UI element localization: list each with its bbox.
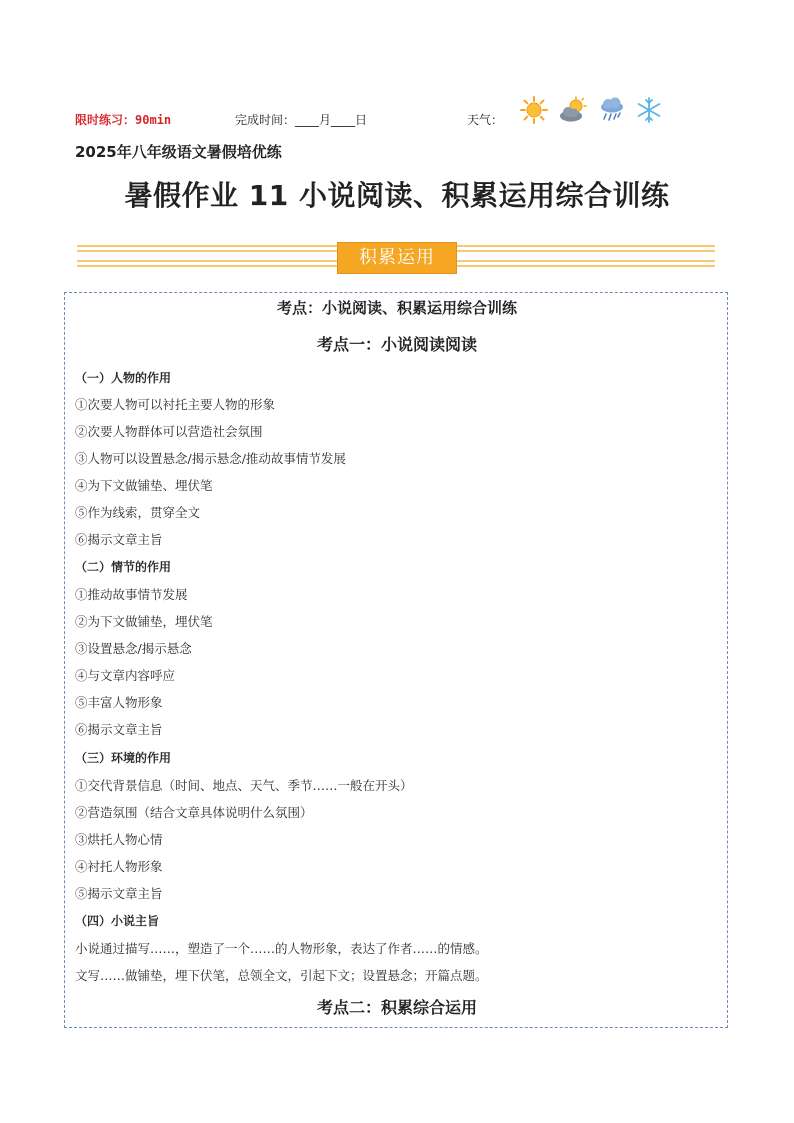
- list-item: ②为下文做铺垫，埋伏笔: [75, 614, 213, 629]
- main-heading: 考点：小说阅读、积累运用综合训练: [276, 299, 517, 317]
- list-item: ⑤揭示文章主旨: [75, 886, 163, 901]
- banner-label: 积累运用: [337, 242, 457, 274]
- group-title: （四）小说主旨: [75, 914, 160, 928]
- list-item: ①次要人物可以衬托主要人物的形象: [75, 397, 276, 412]
- list-item: ⑤作为线索，贯穿全文: [75, 505, 201, 520]
- section1-heading: 考点一：小说阅读阅读: [316, 335, 477, 354]
- page-subtitle: 2025年八年级语文暑假培优练: [75, 143, 282, 161]
- list-item: ⑥揭示文章主旨: [75, 532, 163, 547]
- time-limit-value: 90min: [135, 113, 172, 127]
- list-item: ①推动故事情节发展: [75, 587, 188, 602]
- list-item: ④与文章内容呼应: [75, 668, 176, 683]
- group-title: （一）人物的作用: [75, 371, 172, 385]
- list-item: ⑥揭示文章主旨: [75, 722, 163, 737]
- partly-cloudy-icon: [558, 96, 588, 124]
- section-banner: [77, 240, 715, 272]
- time-limit-label: 限时练习：: [75, 113, 136, 127]
- list-item: ②次要人物群体可以营造社会氛围: [75, 424, 263, 439]
- snowflake-icon: [636, 96, 662, 124]
- finish-time-field: 完成时间：____月____日: [235, 113, 368, 127]
- sun-icon: [520, 96, 548, 124]
- list-item: ③人物可以设置悬念/揭示悬念/推动故事情节发展: [75, 451, 346, 466]
- group-title: （三）环境的作用: [75, 751, 172, 765]
- group-title: （二）情节的作用: [75, 560, 172, 574]
- weather-label: 天气：: [467, 113, 504, 127]
- list-item: ①交代背景信息（时间、地点、天气、季节……一般在开头）: [75, 778, 413, 793]
- content-panel: [64, 292, 728, 1028]
- weather-icons: [520, 96, 662, 124]
- list-item: ③烘托人物心情: [75, 832, 163, 847]
- summary-line: 文写……做铺垫，埋下伏笔，总领全文，引起下文；设置悬念；开篇点题。: [75, 968, 488, 983]
- section2-heading: 考点二：积累综合运用: [316, 998, 477, 1017]
- list-item: ④衬托人物形象: [75, 859, 163, 874]
- page-title: 暑假作业 11 小说阅读、积累运用综合训练: [124, 179, 670, 212]
- list-item: ③设置悬念/揭示悬念: [75, 641, 192, 656]
- summary-line: 小说通过描写……，塑造了一个……的人物形象，表达了作者……的情感。: [75, 941, 488, 956]
- header-bar: [75, 108, 715, 128]
- list-item: ④为下文做铺垫、埋伏笔: [75, 478, 213, 493]
- rain-cloud-icon: [598, 96, 626, 124]
- time-limit: [75, 111, 171, 128]
- list-item: ②营造氛围（结合文章具体说明什么氛围）: [75, 805, 313, 820]
- list-item: ⑤丰富人物形象: [75, 695, 163, 710]
